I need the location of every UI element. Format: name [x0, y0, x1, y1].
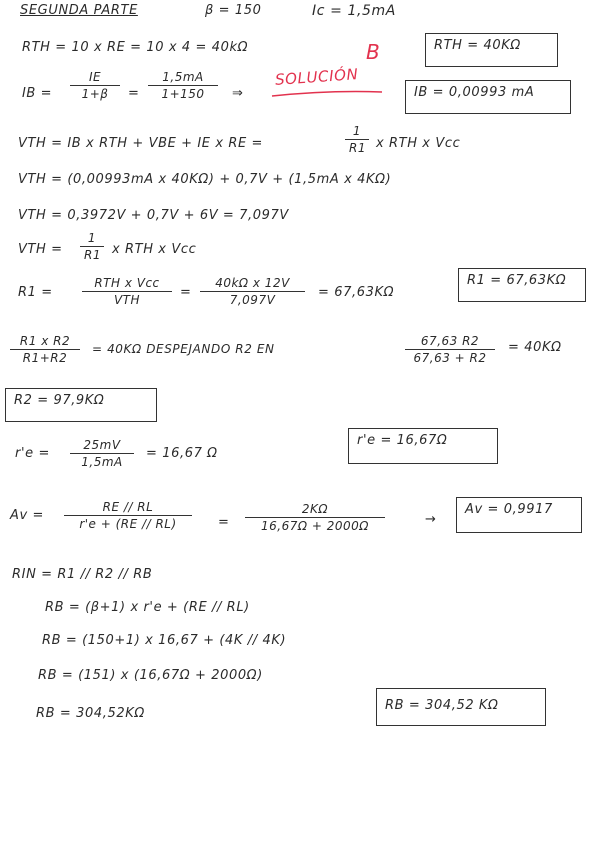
r1-result-boxed: R1 = 67,63KΩ [467, 273, 567, 288]
beta-value: β = 150 [205, 3, 262, 18]
re-frac-num: 25mV [70, 438, 134, 454]
r1-label: R1 = [18, 285, 53, 300]
ib-label: IB = [22, 86, 53, 101]
r2-fraction-1 [10, 334, 80, 365]
r1-frac2-num: 40kΩ x 12V [200, 276, 305, 292]
r2-despejando: = 40KΩ DESPEJANDO R2 EN [92, 342, 275, 356]
r1-equals: = [180, 285, 192, 300]
rb-equation-2: RB = (150+1) x 16,67 + (4K // 4K) [42, 633, 287, 648]
r1-frac2-den: 7,097V [229, 293, 276, 307]
vth4-label: VTH = [18, 242, 63, 257]
implies-arrow: ⇒ [232, 86, 244, 101]
ib-result-box [405, 80, 571, 114]
vth4-tail: x RTH x Vcc [112, 242, 197, 257]
rin-equation: RIN = R1 // R2 // RB [12, 567, 153, 582]
av-fraction-1 [64, 500, 192, 531]
re-result: = 16,67 Ω [146, 446, 218, 461]
ib-fraction-2 [148, 70, 218, 101]
red-underline [270, 86, 385, 100]
ib-fraction-1 [70, 70, 120, 101]
r2-fraction-2 [405, 334, 495, 365]
av-result-box [456, 497, 582, 533]
ib-frac1-num: IE [70, 70, 120, 86]
vth-equation-2: VTH = (0,00993mA x 40KΩ) + 0,7V + (1,5mA x 4KΩ) [18, 172, 392, 187]
rth-result-box [425, 33, 558, 67]
rb-equation-1: RB = (β+1) x r'e + (RE // RL) [45, 600, 250, 615]
ib-frac1-den: 1+β [81, 87, 109, 101]
r1-frac1-den: VTH [113, 293, 141, 307]
vth1-fraction [345, 124, 369, 155]
re-frac-den: 1,5mA [81, 455, 123, 469]
vth4-frac-den: R1 [84, 248, 101, 262]
solucion-letter: B [366, 40, 381, 64]
r1-result-box [458, 268, 586, 302]
section-title: SEGUNDA PARTE [20, 3, 138, 18]
av-frac1-num: RE // RL [64, 500, 192, 516]
r1-fraction-2 [200, 276, 305, 307]
vth4-frac-num: 1 [80, 231, 104, 247]
re-result-boxed: r'e = 16,67Ω [357, 433, 448, 448]
rb-equation-3: RB = (151) x (16,67Ω + 2000Ω) [38, 668, 263, 683]
r2-result: R2 = 97,9KΩ [14, 393, 105, 408]
ic-value: Ic = 1,5mA [312, 3, 396, 19]
r1-result: = 67,63KΩ [318, 285, 395, 300]
rb-equation-4: RB = 304,52KΩ [36, 706, 145, 721]
rth-result: RTH = 40KΩ [434, 38, 521, 53]
av-frac2-num: 2KΩ [245, 502, 385, 518]
re-fraction [70, 438, 134, 469]
r2-frac-den: R1+R2 [22, 351, 68, 365]
r1-frac1-num: RTH x Vcc [82, 276, 172, 292]
equals-sign: = [128, 86, 140, 101]
re-result-box [348, 428, 498, 464]
av-frac1-den: r'e + (RE // RL) [79, 517, 177, 531]
rth-equation: RTH = 10 x RE = 10 x 4 = 40kΩ [22, 40, 249, 55]
ib-frac2-den: 1+150 [161, 87, 205, 101]
re-label: r'e = [15, 446, 50, 461]
vth1-frac-num: 1 [345, 124, 369, 140]
av-arrow: → [425, 512, 437, 527]
ib-frac2-num: 1,5mA [148, 70, 218, 86]
av-label: Av = [10, 508, 45, 523]
r2-frac2-den: 67,63 + R2 [413, 351, 487, 365]
vth4-fraction [80, 231, 104, 262]
vth1-frac-den: R1 [349, 141, 366, 155]
r1-fraction-1 [82, 276, 172, 307]
av-result: Av = 0,9917 [465, 502, 553, 517]
r2-frac2-num: 67,63 R2 [405, 334, 495, 350]
av-fraction-2 [245, 502, 385, 533]
vth1-tail: x RTH x Vcc [376, 136, 461, 151]
vth-equation-3: VTH = 0,3972V + 0,7V + 6V = 7,097V [18, 208, 289, 223]
rb-result-box [376, 688, 546, 726]
vth-equation-1: VTH = IB x RTH + VBE + IE x RE = [18, 136, 264, 151]
ib-result: IB = 0,00993 mA [414, 85, 535, 100]
av-equals: = [218, 515, 230, 530]
r2-result-box [5, 388, 157, 422]
av-frac2-den: 16,67Ω + 2000Ω [261, 519, 369, 533]
r2-tail: = 40KΩ [508, 340, 562, 355]
solucion-label: SOLUCIÓN [274, 65, 359, 89]
rb-result: RB = 304,52 KΩ [385, 698, 499, 713]
r2-frac-num: R1 x R2 [10, 334, 80, 350]
